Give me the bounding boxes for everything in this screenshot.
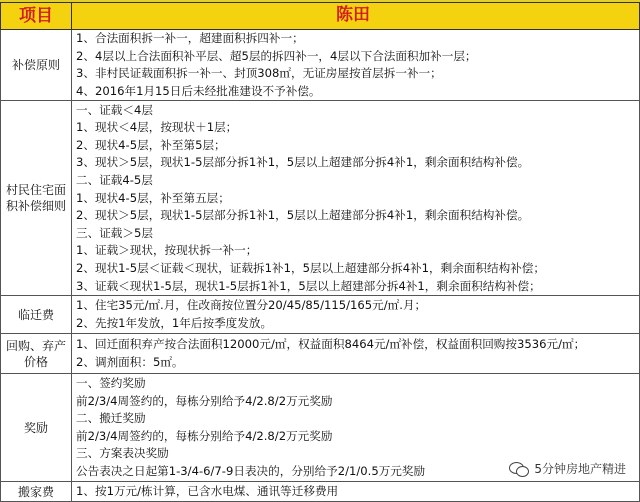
wechat-icon <box>509 461 529 477</box>
content-line: 2、先按1年发放，1年后按季度发放。 <box>76 315 273 330</box>
header-project: 项目 <box>1 3 72 30</box>
row-label <box>1 374 72 482</box>
content-line: 3、现状＞5层，现状1-5层部分拆1补1，5层以上超建部分拆4补1，剩余面积结构补偿。 <box>76 155 530 170</box>
row-label <box>1 101 72 296</box>
row-content <box>72 30 640 101</box>
content-line: 1、合法面积拆一补一，超建面积拆四补一； <box>76 31 304 45</box>
row-label-line: 临迁费 <box>17 307 54 322</box>
row-label <box>1 334 72 374</box>
content-line: 前2/3/4周签约的，每栋分别给予4/2.8/2万元奖励 <box>76 428 333 443</box>
content-line: 前2/3/4周签约的，每栋分别给予4/2.8/2万元奖励 <box>76 393 333 408</box>
row-label <box>1 482 72 502</box>
row-content <box>72 101 640 296</box>
content-line: 1、现状4-5层，补至第五层； <box>76 190 230 205</box>
header-chentian: 陈田 <box>72 3 640 30</box>
row-label-line: 价格 <box>23 354 48 369</box>
content-line: 一、签约奖励 <box>76 376 146 391</box>
content-line: 2、现状＞5层，现状1-5层部分拆1补1，5层以上超建部分拆4补1，剩余面积结构补偿。 <box>76 208 530 223</box>
table-row <box>1 334 640 374</box>
compensation-table <box>0 2 640 502</box>
row-content <box>72 296 640 334</box>
row-label-line: 奖励 <box>23 420 48 435</box>
content-line: 1、证载＞现状，按现状拆一补一； <box>76 243 258 258</box>
content-line: 2、现状4-5层，补至第5层； <box>76 137 226 152</box>
content-line: 1、回迁面积弃产按合法面积12000元/㎡，权益面积8464元/㎡补偿，权益面积回购按3536元/㎡； <box>76 337 586 352</box>
row-label <box>1 30 72 101</box>
content-line: 3、非村民证载面积拆一补一、封顶308㎡，无证房屋按首层拆一补一； <box>76 66 442 81</box>
row-label-line: 回购、弃产 <box>5 338 66 353</box>
content-line: 二、证载4-5层 <box>76 172 153 187</box>
content-line: 二、搬迁奖励 <box>76 411 146 426</box>
row-content <box>72 334 640 374</box>
content-line: 2、调剂面积：5㎡。 <box>76 354 184 369</box>
content-line: 一、证载＜4层 <box>76 102 153 117</box>
row-label <box>1 296 72 334</box>
row-label-line: 搬家费 <box>17 484 54 499</box>
content-line: 公告表决之日起第1-3/4-6/7-9日表决的，分别给予2/1/0.5万元奖励 <box>76 464 426 479</box>
table-row <box>1 482 640 502</box>
content-line: 三、方案表决奖励 <box>76 446 169 461</box>
content-line: 4、2016年1月15日后未经批准建设不予补偿。 <box>76 83 321 98</box>
row-label-line: 补偿原则 <box>11 58 60 73</box>
content-line: 2、现状1-5层＜证载＜现状，证载拆1补1，5层以上超建部分拆4补1，剩余面积结构补偿； <box>76 260 545 275</box>
content-line: 1、现状＜4层，按现状＋1层； <box>76 120 238 135</box>
row-label-line: 积补偿细则 <box>5 199 66 214</box>
table-row <box>1 30 640 101</box>
row-label-line: 村民住宅面 <box>5 183 66 198</box>
watermark <box>509 460 626 477</box>
watermark-text: 5分钟房地产精进 <box>534 462 626 476</box>
content-line: 1、住宅35元/㎡.月，住改商按位置分20/45/85/115/165元/㎡.月； <box>76 298 427 313</box>
content-line: 1、按1万元/栋计算，已含水电煤、通讯等迁移费用 <box>76 484 339 499</box>
content-line: 2、4层以上合法面积补平层、超5层的拆四补一，4层以下合法面积加补一层； <box>76 48 477 63</box>
table-row <box>1 296 640 334</box>
content-line: 3、证载＜现状1-5层，现状1-5层拆1补1，5层以上超建部分拆4补1，剩余面积结构补偿； <box>76 278 541 293</box>
table-row <box>1 101 640 296</box>
row-content <box>72 482 640 502</box>
table-header-row <box>1 3 640 30</box>
content-line: 三、证载＞5层 <box>76 225 153 240</box>
